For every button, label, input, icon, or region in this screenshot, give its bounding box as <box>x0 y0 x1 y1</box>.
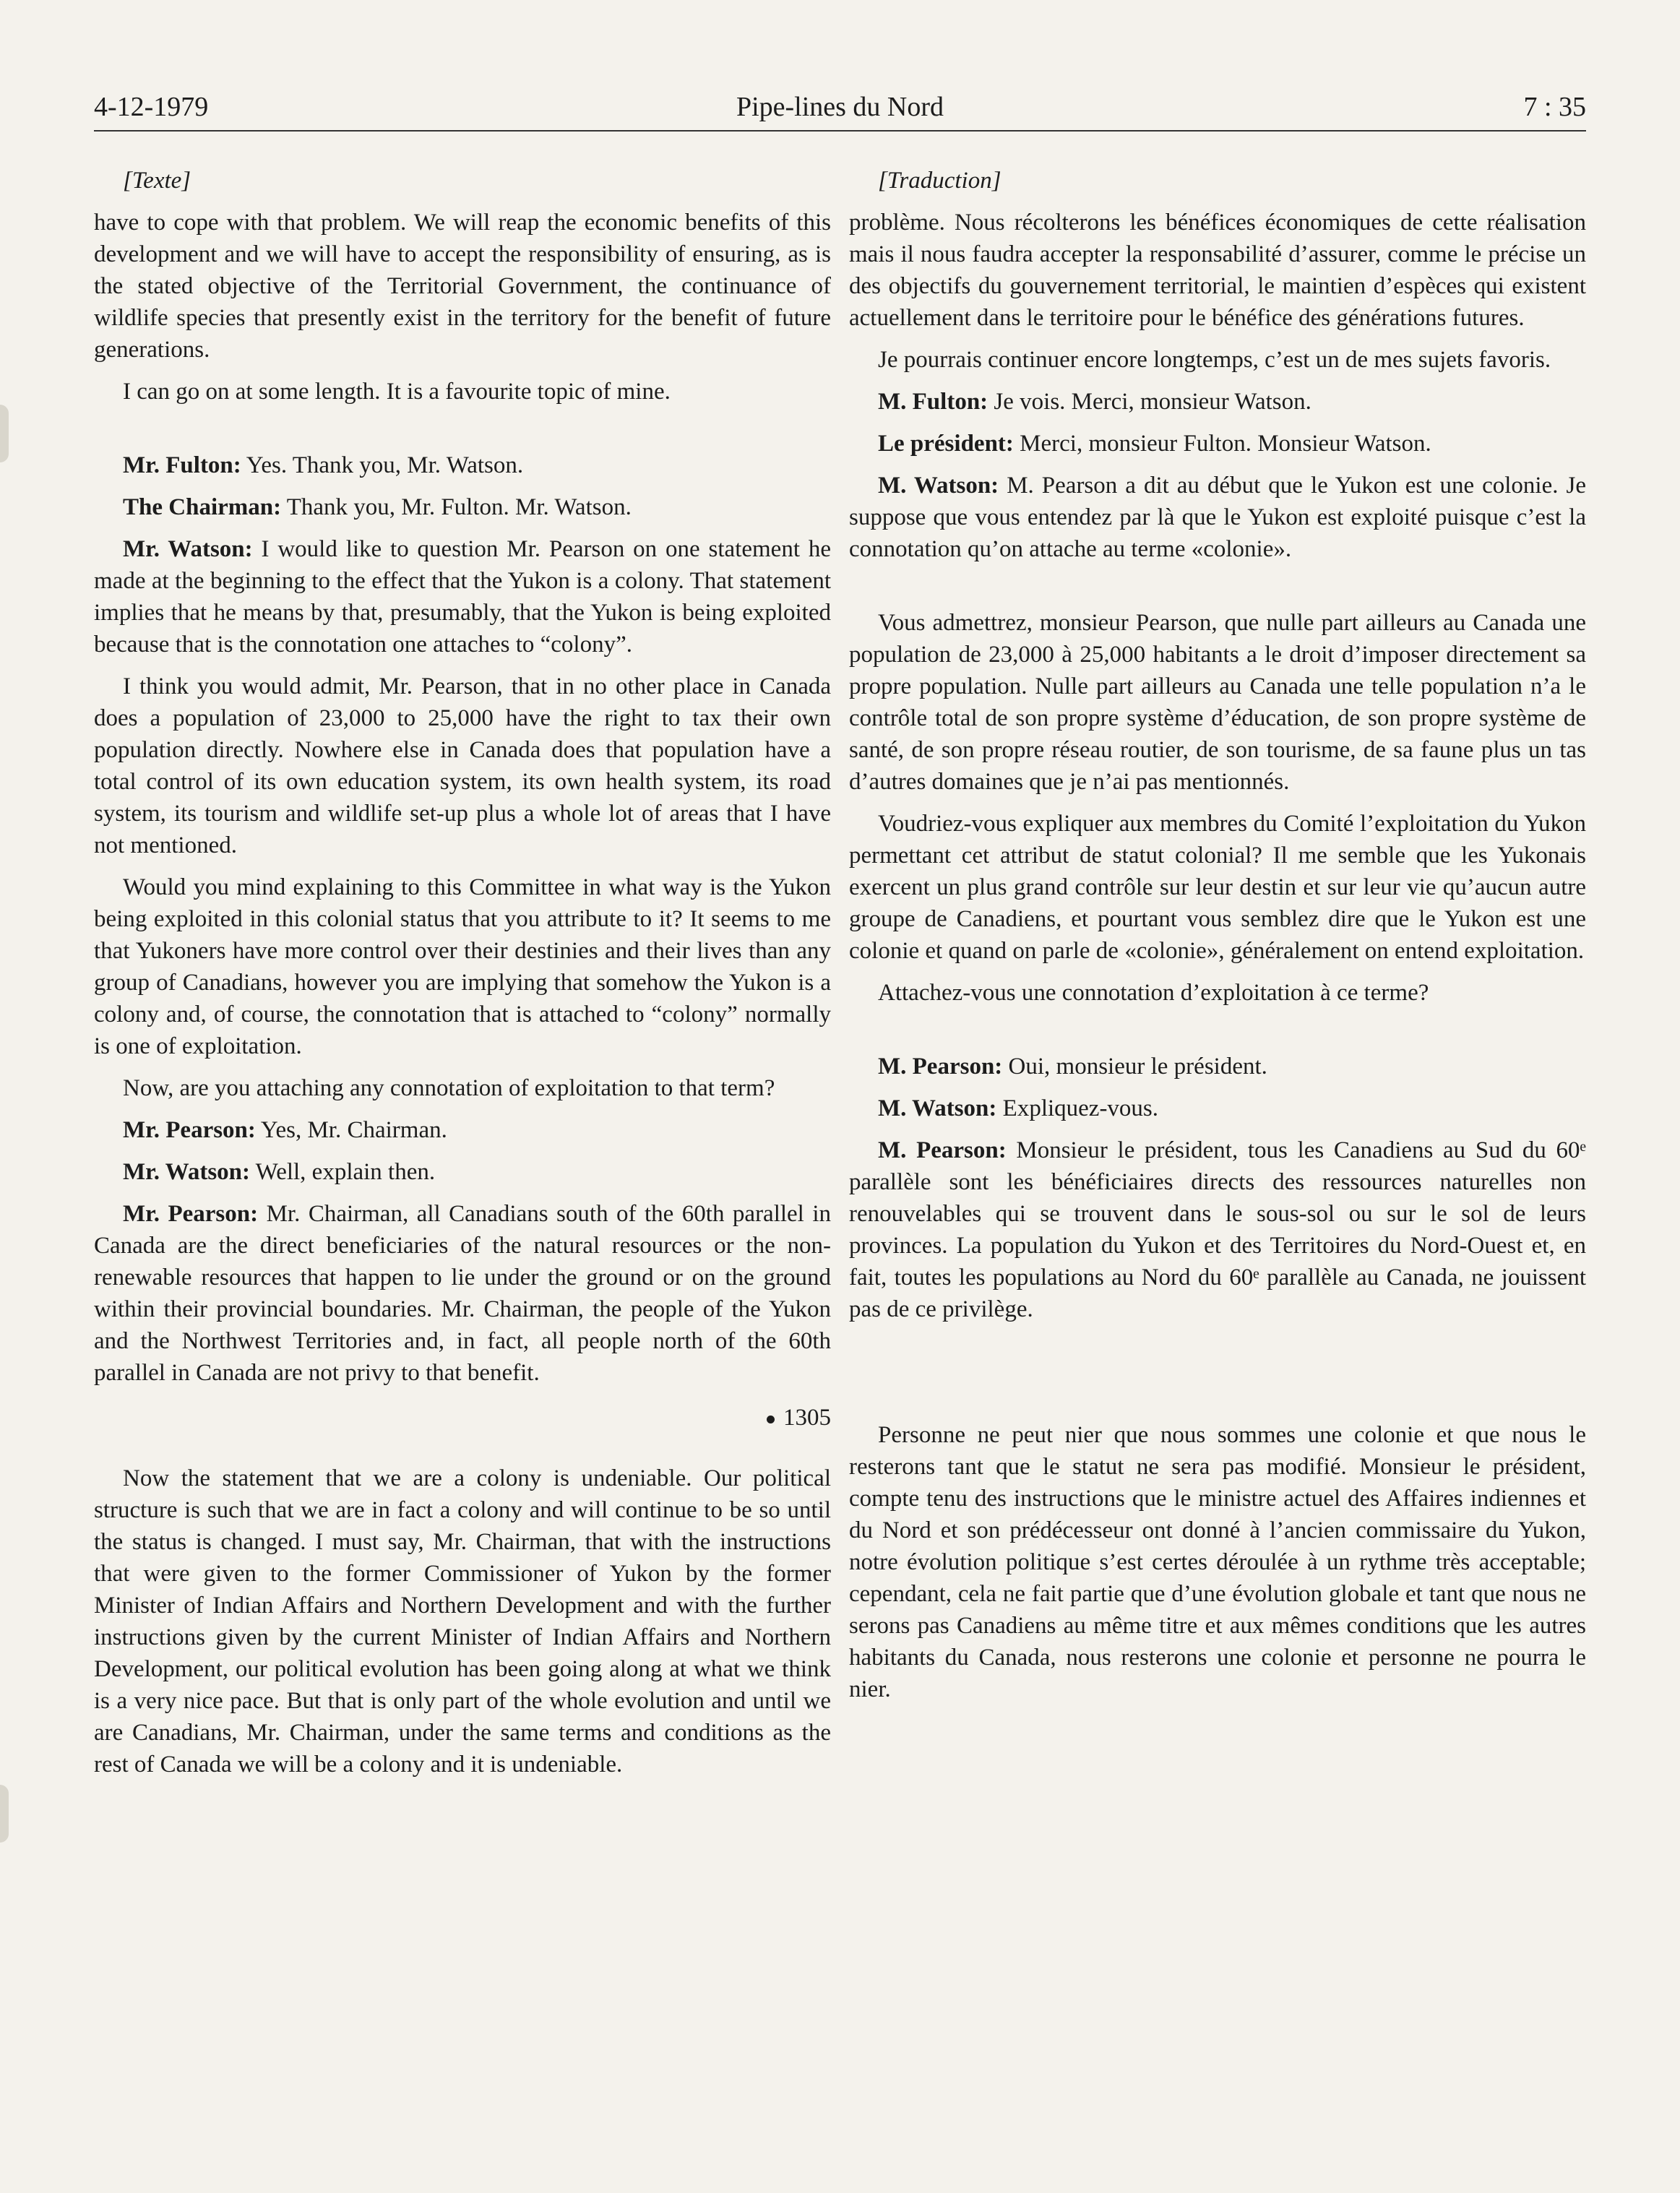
binder-hole-bottom <box>0 1785 9 1843</box>
speaker-name: M. Watson: <box>878 473 999 499</box>
speaker-name: Mr. Watson: <box>123 536 253 562</box>
speech-text: Thank you, Mr. Fulton. Mr. Watson. <box>281 494 632 520</box>
page-header <box>94 85 1586 132</box>
speaker-name: Mr. Watson: <box>123 1159 251 1185</box>
english-column <box>94 165 831 1791</box>
speaker-name: M. Pearson: <box>878 1137 1007 1163</box>
paragraph <box>94 491 831 523</box>
speech-text: M. Pearson a dit au début que le Yukon est une colonie. Je suppose que vous entendez par là que le Yukon est exploité puisque c’est la connotation qu’on attache au terme «colonie». <box>849 473 1586 562</box>
bullet-icon <box>767 1416 775 1423</box>
speech-text: Monsieur le président, tous les Canadiens au Sud du 60ᵉ parallèle sont les bénéficiaires directs des ressources naturelles non renouvelables qui se trouvent dans le sous-sol ou sur le sol de leurs provinces. La population du Yukon et des Territoires du Nord-Ouest et, en fait, toutes les populations au Nord du 60ᵉ parallèle au Canada, ne jouissent pas de ce privilège. <box>849 1137 1586 1322</box>
paragraph <box>94 1156 831 1188</box>
column-tag: [Texte] <box>123 168 191 194</box>
paragraph: Now, are you attaching any connotation of exploitation to that term? <box>123 1075 775 1101</box>
paragraph <box>849 386 1586 418</box>
paragraph <box>849 428 1586 460</box>
paragraph <box>94 1114 831 1146</box>
time-marker-value: 1305 <box>783 1405 831 1431</box>
speech-text: I would like to question Mr. Pearson on one statement he made at the beginning to the effect that the Yukon is a colony. That statement implies that he means by that, presumably, that the Yukon is being exploited because that is the connotation one attaches to “colony”. <box>94 536 831 658</box>
paragraph <box>849 1051 1586 1082</box>
paragraph <box>849 1093 1586 1124</box>
speech-text: Oui, monsieur le président. <box>1002 1054 1267 1080</box>
paragraph <box>94 449 831 481</box>
paragraph <box>849 1134 1586 1325</box>
french-column <box>849 165 1586 1715</box>
paragraph <box>94 533 831 660</box>
paragraph: I can go on at some length. It is a favourite topic of mine. <box>123 379 671 405</box>
speaker-name: M. Fulton: <box>878 389 988 415</box>
header-date: 4-12-1979 <box>94 92 209 122</box>
paragraph: Voudriez-vous expliquer aux membres du Comité l’exploitation du Yukon permettant cet attribut de statut colonial? Il me semble que les Yukonais exercent un plus grand contrôle sur leur destin et sur leur vie qu’aucun autre groupe de Canadiens, et pourtant vous semblez dire que le Yukon est une colonie et quand on parle de «colonie», généralement on entend exploitation. <box>849 811 1586 964</box>
speaker-name: M. Watson: <box>878 1095 997 1121</box>
speech-text: Well, explain then. <box>250 1159 436 1185</box>
header-page-number: 7 : 35 <box>1523 92 1586 122</box>
paragraph: Vous admettrez, monsieur Pearson, que nulle part ailleurs au Canada une population de 23,000 à 25,000 habitants a le droit d’imposer directement sa propre population. Nulle part ailleurs au Canada une telle population n’a le contrôle total de son propre système d’éducation, de son propre système de santé, de son propre réseau routier, de son tourisme, de sa faune plus un tas d’autres domaines que je n’ai pas mentionnés. <box>849 610 1586 795</box>
speaker-name: Mr. Pearson: <box>123 1201 259 1227</box>
paragraph: Je pourrais continuer encore longtemps, c’est un de mes sujets favoris. <box>878 347 1551 373</box>
paragraph: Would you mind explaining to this Committee in what way is the Yukon being exploited in this colonial status that you attribute to it? It seems to me that Yukoners have more control over their destinies and their lives than any group of Canadians, however you are implying that somehow the Yukon is a colony and, of course, the connotation that is attached to “colony” normally is one of exploitation. <box>94 874 831 1059</box>
speaker-name: Le président: <box>878 431 1014 457</box>
paragraph: Now the statement that we are a colony is undeniable. Our political structure is such that we are in fact a colony and will continue to be so until the status is changed. I must say, Mr. Chairman, that with the instructions that were given to the former Commissioner of Yukon by the former Minister of Indian Affairs and Northern Development and with the further instructions given by the current Minister of Indian Affairs and Northern Development, our political evolution has been going along at what we think is a very nice pace. But that is only part of the whole evolution and until we are Canadians, Mr. Chairman, under the same terms and conditions as the rest of Canada we will be a colony and it is undeniable. <box>94 1465 831 1778</box>
paragraph: Attachez-vous une connotation d’exploitation à ce terme? <box>878 980 1429 1006</box>
column-tag: [Traduction] <box>878 168 1001 194</box>
speech-text: Yes. Thank you, Mr. Watson. <box>241 452 524 478</box>
paragraph: problème. Nous récolterons les bénéfices économiques de cette réalisation mais il nous faudra accepter la responsabilité d’assurer, comme le précise un des objectifs du gouvernement territorial, le maintien d’espèces qui existent actuellement dans le territoire pour le bénéfice des générations futures. <box>849 210 1586 331</box>
speech-text: Merci, monsieur Fulton. Monsieur Watson. <box>1013 431 1431 457</box>
paragraph <box>849 470 1586 565</box>
speaker-name: Mr. Pearson: <box>123 1117 256 1143</box>
speaker-name: M. Pearson: <box>878 1054 1003 1080</box>
header-title: Pipe-lines du Nord <box>736 92 944 122</box>
speaker-name: The Chairman: <box>123 494 282 520</box>
speech-text: Expliquez-vous. <box>996 1095 1159 1121</box>
paragraph: Personne ne peut nier que nous sommes une colonie et que nous le resterons tant que le statut ne sera pas modifié. Monsieur le président, compte tenu des instructions que le ministre actuel des Affaires indiennes et du Nord et son prédécesseur ont donné à l’ancien commissaire du Yukon, notre évolution politique s’est certes déroulée à un rythme très acceptable; cependant, cela ne fait partie que d’une évolution globale et tant que nous ne serons pas Canadiens au même titre et aux mêmes conditions que les autres habitants du Canada, nous resterons une colonie et personne ne pourra le nier. <box>849 1422 1586 1702</box>
binder-hole-top <box>0 405 9 462</box>
paragraph: have to cope with that problem. We will reap the economic benefits of this development and we will have to accept the responsibility of ensuring, as is the stated objective of the Territorial Government, the continuance of wildlife species that presently exist in the territory for the benefit of future generations. <box>94 210 831 363</box>
paragraph: I think you would admit, Mr. Pearson, that in no other place in Canada does a population of 23,000 to 25,000 have the right to tax their own population directly. Nowhere else in Canada does that population have a total control of its own education system, its own health system, its road system, its tourism and wildlife set-up plus a whole lot of areas that I have not mentioned. <box>94 673 831 858</box>
time-marker <box>94 1402 831 1434</box>
speech-text: Mr. Chairman, all Canadians south of the 60th parallel in Canada are the direct beneficiaries of the natural resources or the non-renewable resources that happen to lie under the ground or on the ground within their provincial boundaries. Mr. Chairman, the people of the Yukon and the Northwest Territories and, in fact, all people north of the 60th parallel in Canada are not privy to that benefit. <box>94 1201 831 1386</box>
speech-text: Je vois. Merci, monsieur Watson. <box>988 389 1311 415</box>
speaker-name: Mr. Fulton: <box>123 452 241 478</box>
speech-text: Yes, Mr. Chairman. <box>255 1117 447 1143</box>
paragraph <box>94 1198 831 1389</box>
